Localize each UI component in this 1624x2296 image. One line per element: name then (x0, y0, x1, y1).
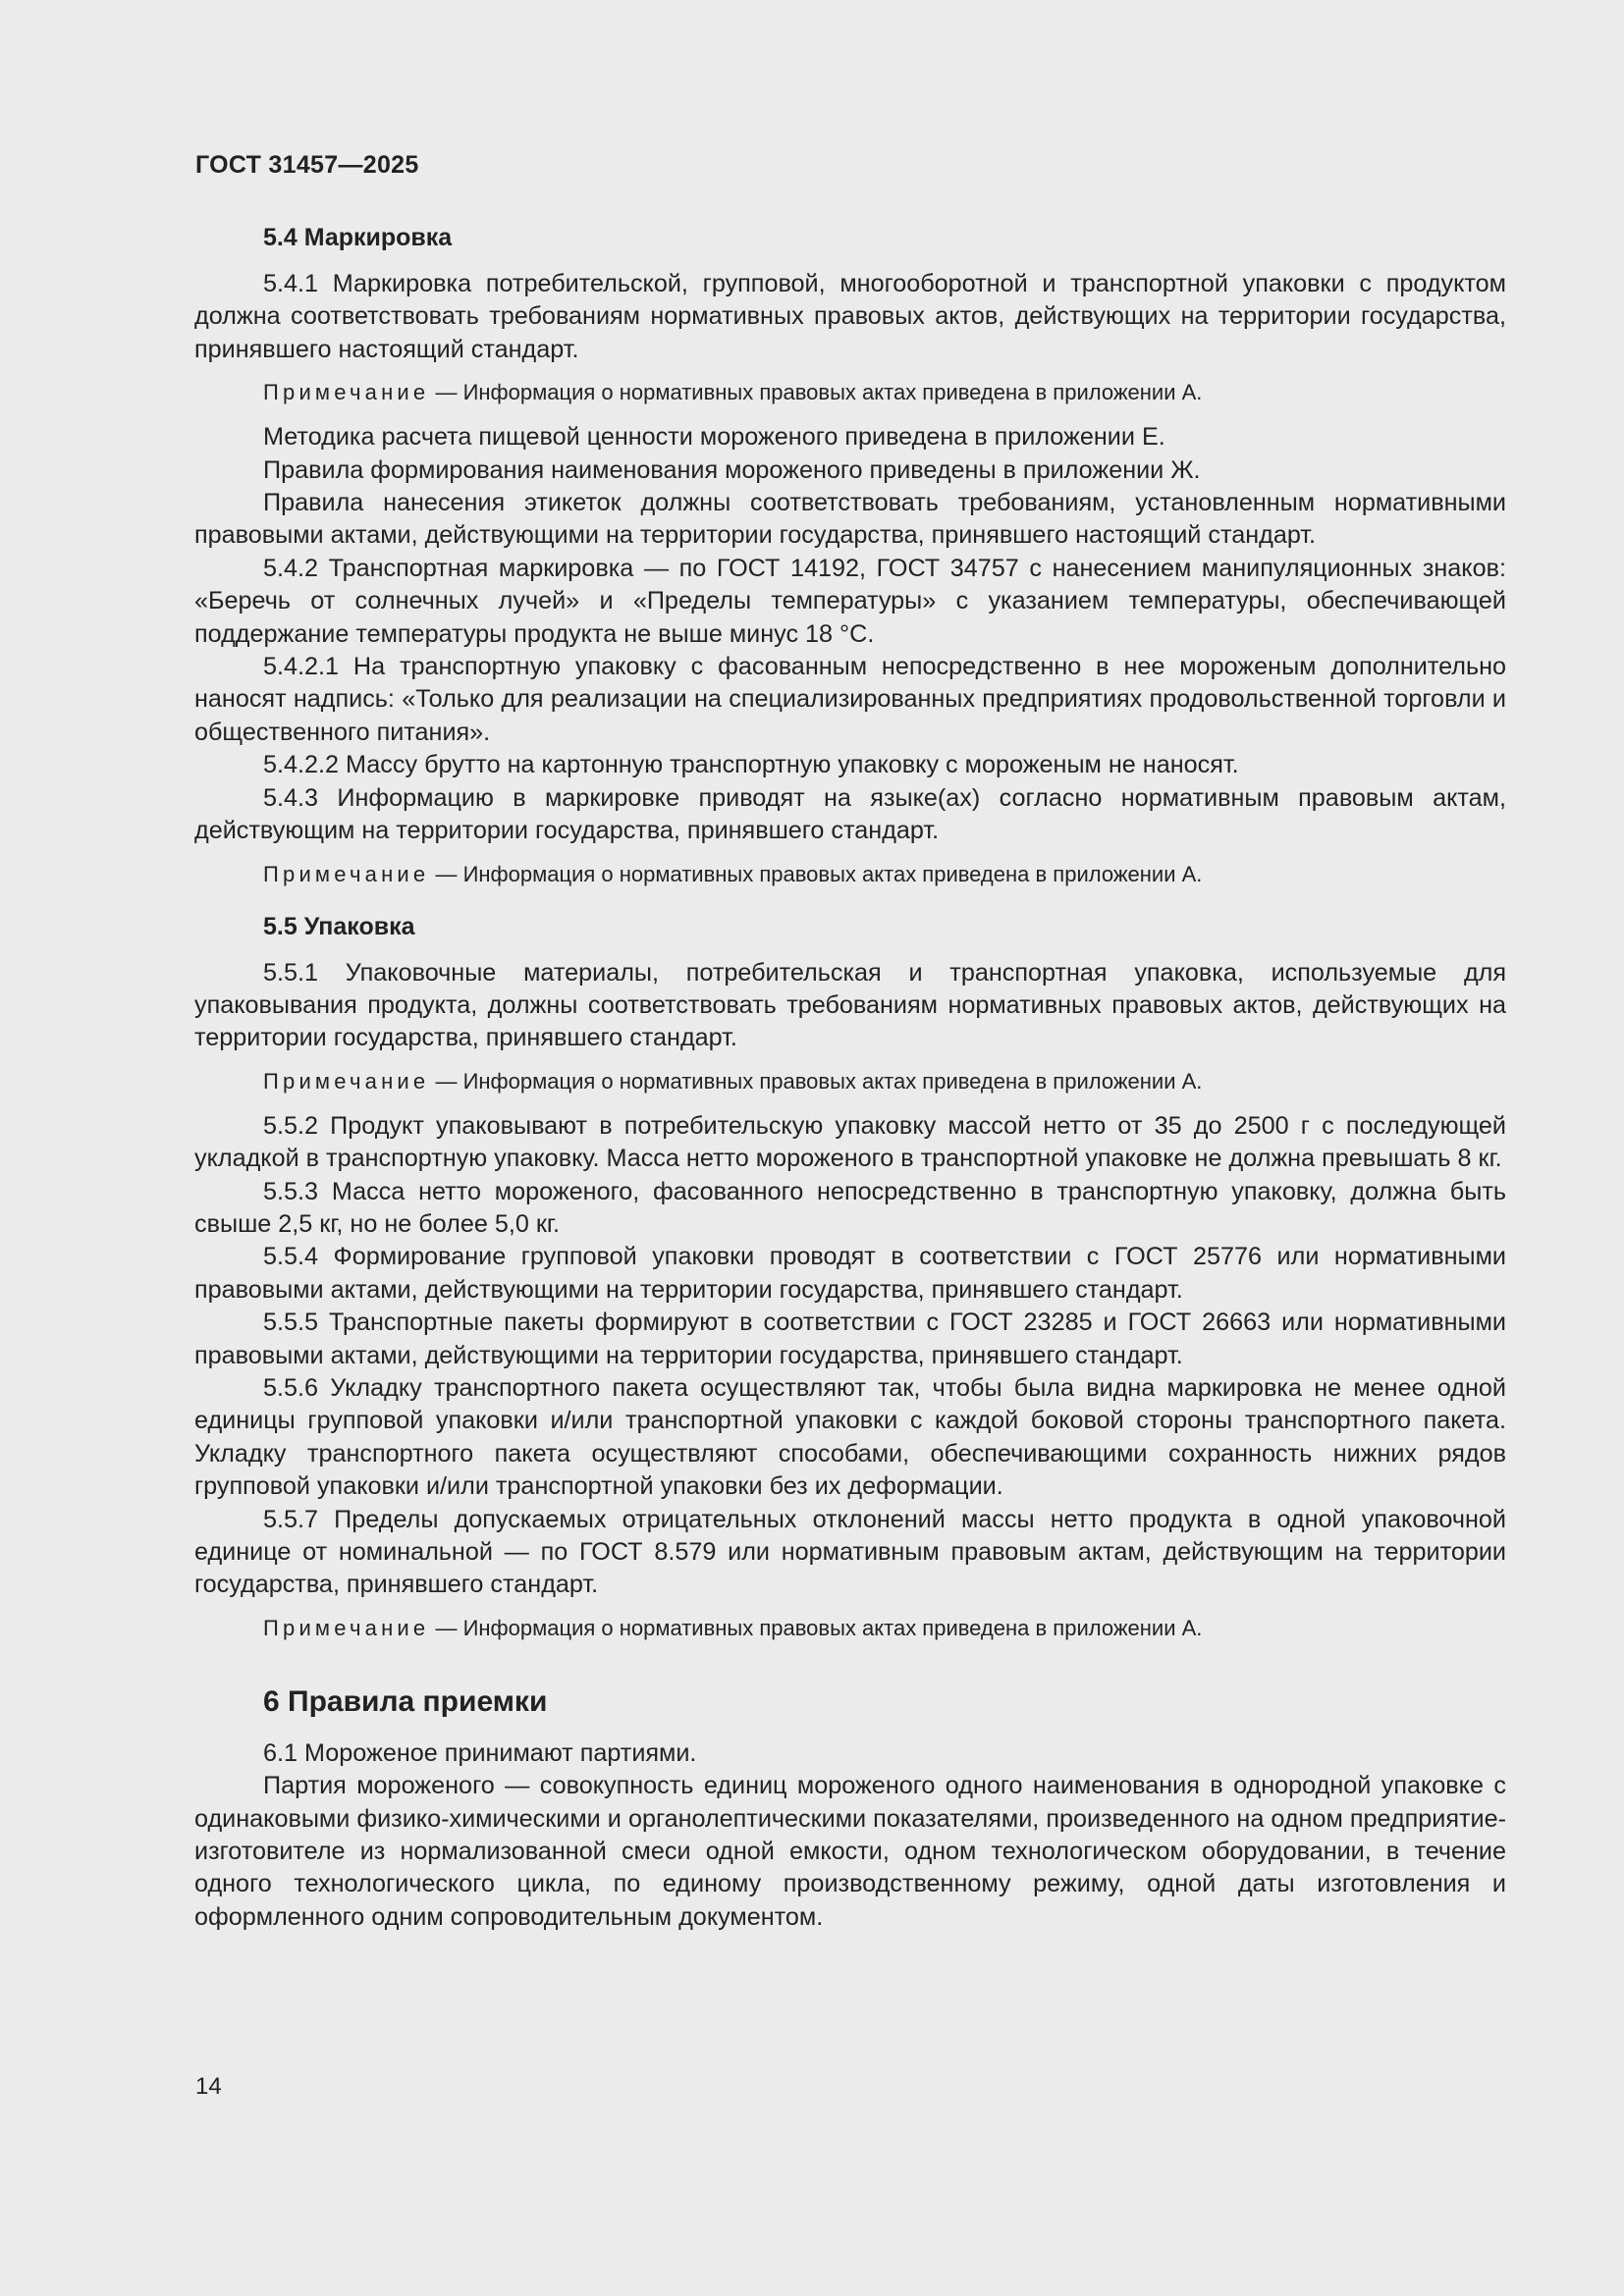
paragraph-5-5-7: 5.5.7 Пределы допускаемых отрицательных отклонений массы нетто продукта в одной упаковочной единице от номинальной — по ГОСТ 8.579 или нормативным правовым актам, действующим на территории государства, принявшего стандарт. (194, 1505, 1506, 1599)
section-heading-6: 6 Правила приемки (263, 1684, 548, 1718)
paragraph-5-4-2: 5.4.2 Транспортная маркировка — по ГОСТ 14192, ГОСТ 34757 с нанесением манипуляционных знаков: «Беречь от солнечных лучей» и «Пределы температуры» с указанием температуры, обеспечивающей поддержание температуры продукта не выше минус 18 °С. (194, 554, 1506, 648)
paragraph-method: Методика расчета пищевой ценности мороженого приведена в приложении Е. (263, 423, 1165, 452)
paragraph-6-1: 6.1 Мороженое принимают партиями. (263, 1738, 697, 1767)
document-header: ГОСТ 31457—2025 (195, 151, 419, 179)
paragraph-5-5-5: 5.5.5 Транспортные пакеты формируют в соответствии с ГОСТ 23285 и ГОСТ 26663 или нормативными правовыми актами, действующими на территории государства, принявшего стандарт. (194, 1308, 1506, 1369)
paragraph-5-5-1: 5.5.1 Упаковочные материалы, потребительская и транспортная упаковка, используемые для упаковывания продукта, должны соответствовать требованиям нормативных правовых актов, действующих на территории государства, принявшего стандарт. (194, 958, 1506, 1052)
note (194, 1067, 1506, 1096)
note-text: — Информация о нормативных правовых актах приведена в приложении А. (429, 380, 1203, 405)
note-label: Примечание (263, 380, 430, 405)
section-heading-5-5: 5.5 Упаковка (263, 912, 415, 940)
page-number: 14 (195, 2073, 222, 2100)
paragraph-5-5-2: 5.5.2 Продукт упаковывают в потребительскую упаковку массой нетто от 35 до 2500 г с последующей укладкой в транспортную упаковку. Масса нетто мороженого в транспортной упаковке не должна превышать 8 кг. (194, 1111, 1506, 1173)
paragraph-labels: Правила нанесения этикеток должны соответствовать требованиям, установленным нормативными правовыми актами, действующими на территории государства, принявшего настоящий стандарт. (194, 489, 1506, 550)
document-body (194, 222, 1506, 1934)
note-text: — Информация о нормативных правовых актах приведена в приложении А. (429, 1615, 1203, 1640)
note-text: — Информация о нормативных правовых актах приведена в приложении А. (429, 861, 1203, 886)
note (194, 1614, 1506, 1643)
paragraph-5-4-3: 5.4.3 Информацию в маркировке приводят на языке(ах) согласно нормативным правовым актам, действующим на территории государства, принявшего стандарт. (194, 783, 1506, 845)
note-label: Примечание (263, 1068, 430, 1094)
paragraph-5-4-2-1: 5.4.2.1 На транспортную упаковку с фасованным непосредственно в нее мороженым дополнительно наносят надпись: «Только для реализации на специализированных предприятиях продовольственной торговли и общественного питания». (194, 653, 1506, 746)
section-heading-5-4: 5.4 Маркировка (263, 224, 453, 251)
paragraph-5-5-3: 5.5.3 Масса нетто мороженого, фасованного непосредственно в транспортную упаковку, должна быть свыше 2,5 кг, но не более 5,0 кг. (194, 1177, 1506, 1238)
paragraph-batch: Партия мороженого — совокупность единиц мороженого одного наименования в однородной упаковке с одинаковыми физико-химическими и органолептическими показателями, произведенного на одном предприятие-изготовителе из нормализованной смеси одной емкости, одном технологическом оборудовании, в течение одного технологического цикла, по единому производственному режиму, одной даты изготовления и оформленного одним сопроводительным документом. (194, 1772, 1506, 1931)
note-text: — Информация о нормативных правовых актах приведена в приложении А. (429, 1068, 1203, 1094)
note-label: Примечание (263, 861, 430, 886)
note-label: Примечание (263, 1615, 430, 1640)
paragraph-rules-name: Правила формирования наименования мороженого приведены в приложении Ж. (263, 455, 1201, 484)
paragraph-5-4-2-2: 5.4.2.2 Массу брутто на картонную транспортную упаковку с мороженым не наносят. (263, 751, 1239, 779)
note (194, 378, 1506, 407)
paragraph-5-5-6: 5.5.6 Укладку транспортного пакета осуществляют так, чтобы была видна маркировка не менее одной единицы групповой упаковки и/или транспортной упаковки с каждой боковой стороны транспортного пакета. Укладку транспортного пакета осуществляют способами, обеспечивающими сохранность нижних рядов групповой упаковки и/или транспортной упаковки без их деформации. (194, 1373, 1506, 1501)
note (194, 860, 1506, 889)
paragraph-5-5-4: 5.5.4 Формирование групповой упаковки проводят в соответствии с ГОСТ 25776 или нормативными правовыми актами, действующими на территории государства, принявшего стандарт. (194, 1243, 1506, 1304)
paragraph-5-4-1: 5.4.1 Маркировка потребительской, групповой, многооборотной и транспортной упаковки с продуктом должна соответствовать требованиям нормативных правовых актов, действующих на территории государства, принявшего настоящий стандарт. (194, 270, 1506, 363)
